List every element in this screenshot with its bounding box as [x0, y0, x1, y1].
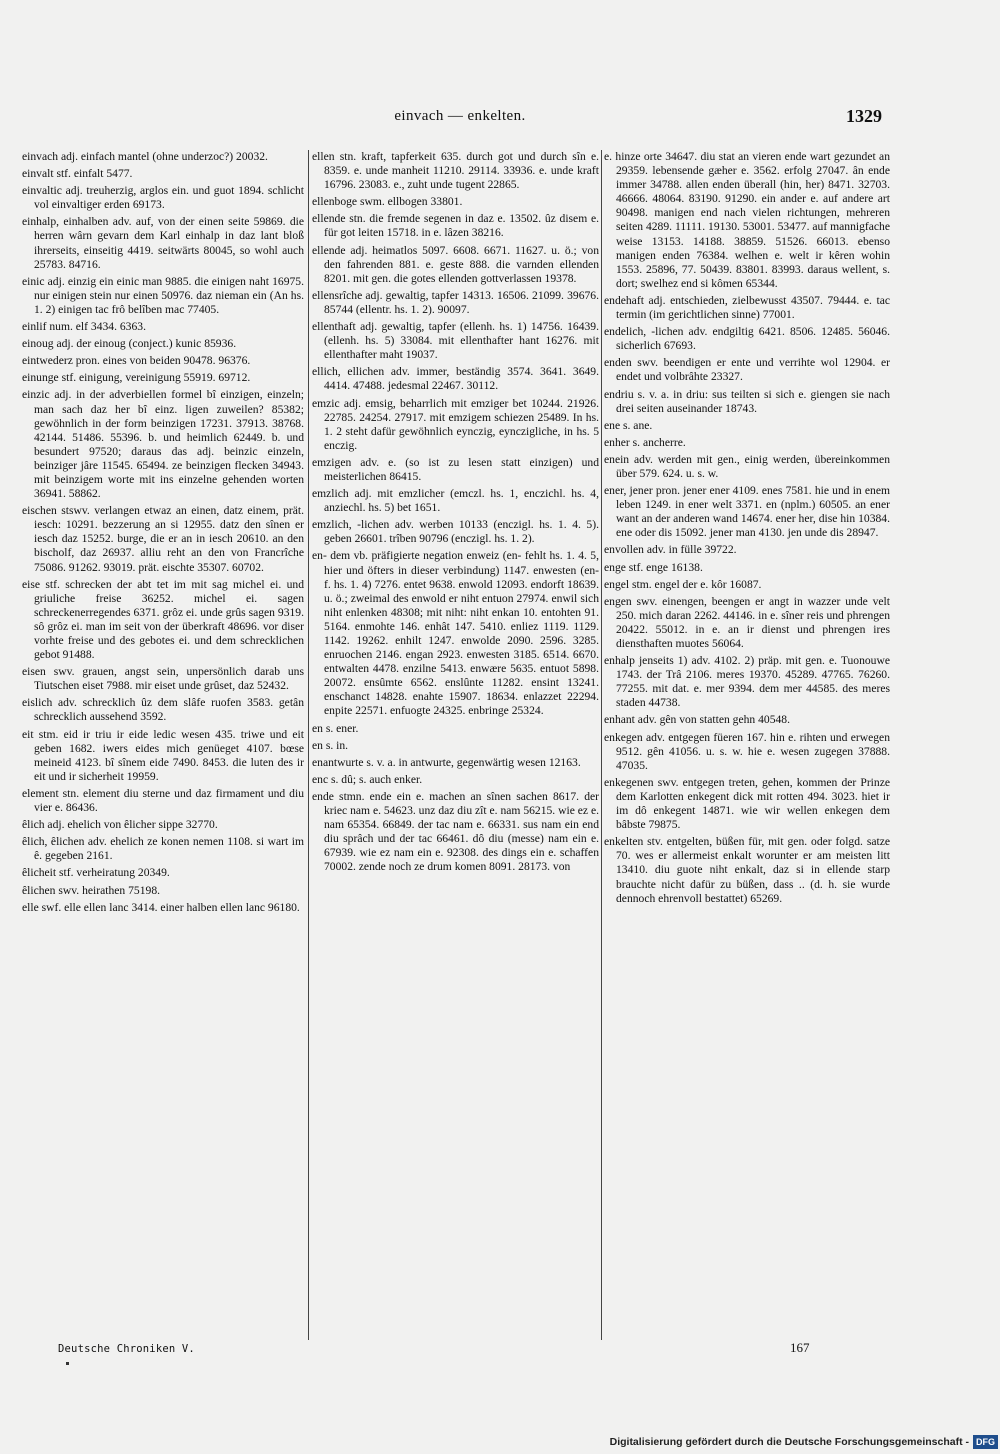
dictionary-entry: ene s. ane. — [604, 418, 653, 432]
column-divider — [308, 150, 309, 1340]
footer-mark — [66, 1362, 69, 1365]
footer-sheet-number: 167 — [790, 1340, 810, 1355]
column-right — [604, 150, 890, 1340]
dictionary-entry: einvach adj. einfach mantel (ohne underzoc?) 20032. — [22, 150, 268, 163]
dictionary-entry: einzic adj. in der adverbiellen formel bî einzigen, einzeln; man sach daz her bî einz. ligen zuweilen? 85382; gewöhnlich in der form beinzigen 17231. 37913. 38768. 42144. 51486. 55396. b. und heimlich 62449. b. und besundert 97520; daraus das adj. beinzic einzeln, beinziger jâre 11545. 65494. ze beinzigen flecken 34943. mit beinzigem worte mit ins einzelne gehenden worten 36941. 58862. — [22, 388, 304, 501]
dictionary-entry: en- dem vb. präfigierte negation enweiz (en- fehlt hs. 1. 4. 5, hier und öfters in dieser verbindung) 1147. enwesten (en- f. hs. 1. 4) 7276. entet 9638. enwold 12093. endorft 18639. u. ö.; zweimal des enwold er niht entuon 27974. enwil sich niht enlenken 48308; mit niht: niht enkan 10. entohten 91. 5164. enmohte 146. enhât 147. 5410. enliez 1119. 1129. 1142. 19262. enhilt 1247. enwolde 2090. 2596. 3285. enruochen 2146. engan 2923. enwesten 3185. 6514. 6670. entwalten 4478. enzilne 5413. enwære 5635. entuot 5898. 20072. ensûmte 6562. enslûnte 11282. ensint 13241. enschanct 14828. enahte 15907. 18634. enlazzet 22294. enpite 22571. enfuogte 24325. enbringe 25324. — [312, 549, 599, 718]
dictionary-entry: emzic adj. emsig, beharrlich mit emziger bet 10244. 21926. 22785. 24254. 27917. mit emzigem schiezen 25489. In hs. 1. 2 steht dafür gewöhnlich eynczig, eynczigliche, in hs. 5 enczig. — [312, 396, 599, 452]
dictionary-entry: êlich, êlichen adv. ehelich ze konen nemen 1108. si wart im ê. gegeben 2161. — [22, 835, 304, 863]
dictionary-entry: ener, jener pron. jener ener 4109. enes 7581. hie und in enem leben 1249. in ener welt 3371. en (nplm.) 60505. an ener want an der anderen wand 14674. ener her, dise hin 10384. ene oder dis 15092. jener man 4130. jen unde dis 28947. — [604, 484, 890, 540]
dictionary-entry: enein adv. werden mit gen., einig werden, übereinkommen über 579. 624. u. s. w. — [604, 452, 890, 480]
dictionary-entry: êlicheit stf. verheiratung 20349. — [22, 866, 170, 880]
dictionary-entry: endehaft adj. entschieden, zielbewusst 43507. 79444. e. tac termin (im gerichtlichen sinne) 77001. — [604, 293, 890, 322]
dictionary-entry: eise stf. schrecken der abt tet im mit sag michel ei. und griuliche freise 36252. michel ei. sagen schreckenerregendes 6371. grôz ei. unde grûs sagen 9319. sô grôz ei. man im seit von der überkraft 48696. vor diser vorhte freise und des gebotes ei. und dem schrecklichen gebot 91488. — [22, 577, 304, 662]
dictionary-entry: enden swv. beendigen er ente und verrihte wol 12904. er endet und volbrâhte 23327. — [604, 356, 890, 384]
dictionary-entry: ellende stn. die fremde segenen in daz e. 13502. ûz disem e. für got leiten 15718. in e. lâzen 38216. — [312, 212, 599, 240]
dictionary-entry: en s. ener. — [312, 721, 359, 735]
dictionary-entry: enkegen adv. entgegen füeren 167. hin e. rihten und erwegen 9512. gên 41056. u. s. w. hie e. wesen zugegen 37888. 47035. — [604, 730, 890, 772]
header-title: einvach — enkelten. — [394, 108, 526, 124]
dictionary-entry: endelich, -lichen adv. endgiltig 6421. 8506. 12485. 56046. sicherlich 67693. — [604, 325, 890, 353]
dictionary-entry: einvalt stf. einfalt 5477. — [22, 167, 133, 181]
dictionary-entry: e. hinze orte 34647. diu stat an vieren ende wart gezundet an 29359. lebensende gæher e. 3562. erfolg 27047. ân ende immer 34788. allen enden überall (hin, her) 8471. 32703. 46666. 48064. 83190. 91290. ein ander e. auf andere art 90498. manigen end nach vielen richtungen, mehreren seiten 4289. 11111. 19130. 53001. 53477. auf mannigfache weise 13153. 14188. 38859. 51526. 66013. ebenso manigen enden 76384. welhen e. welt ir kêren wohin 1553. 25896, 77. 50439. 83801. 83993. daraus wellent, s. dort; swelhez end si kômen 65344. — [604, 150, 890, 290]
dictionary-entry: emzigen adv. e. (so ist zu lesen statt einzigen) und meisterlichen 86415. — [312, 455, 599, 483]
dictionary-entry: einlif num. elf 3434. 6363. — [22, 320, 146, 334]
dictionary-entry: ellensrîche adj. gewaltig, tapfer 14313. 16506. 21099. 39676. 85744 (ellentr. hs. 1. 2). 90097. — [312, 288, 599, 316]
dictionary-entry: enher s. ancherre. — [604, 435, 686, 449]
dictionary-entry: ellenboge swm. ellbogen 33801. — [312, 195, 463, 209]
running-header — [0, 108, 1000, 132]
dictionary-entry: ellende adj. heimatlos 5097. 6608. 6671. 11627. u. ö.; von den fahrenden 881. e. geste 888. die varnden ellenden 8201. mit gen. die gotes ellenden gottverlassen 19378. — [312, 243, 599, 285]
funding-text: Digitalisierung gefördert durch die Deutsche Forschungsgemeinschaft - — [609, 1436, 969, 1448]
page-number: 1329 — [846, 106, 882, 126]
dictionary-entry: envollen adv. in fülle 39722. — [604, 543, 737, 557]
dictionary-entry: element stn. element diu sterne und daz firmament und diu vier e. 86436. — [22, 786, 304, 815]
dictionary-entry: enge stf. enge 16138. — [604, 560, 703, 574]
dictionary-entry: ende stmn. ende ein e. machen an sînen sachen 8617. der kriec nam e. 54623. unz daz diu zît e. nam 56215. wie ez e. nam 65354. 66849. der tac nam e. 66331. sus nam ein end diu sprâch und der tac 66461. dô diu (messe) nam ein e. 67939. wie ez nam ein e. 92308. des dings ein e. schaffen 70002. zende noch ze drum komen 8091. 28173. von — [312, 789, 599, 874]
column-divider — [601, 150, 602, 1340]
dictionary-entry: einvaltic adj. treuherzig, arglos ein. und guot 1894. schlicht vol einvaltiger erden 69173. — [22, 184, 304, 212]
dictionary-entry: enkegenen swv. entgegen treten, gehen, kommen der Prinze dem Karlotten enkegent dick mit rotten 494. 3023. hiet ir im dô enkegent 14871. wie wir wellen enkegen dem bâbste 79875. — [604, 775, 890, 832]
dictionary-entry: emzlich adj. mit emzlicher (emczl. hs. 1, enczichl. hs. 4, anziechl. hs. 5) bet 1651. — [312, 487, 599, 515]
dictionary-entry: enkelten stv. entgelten, büßen für, mit gen. oder folgd. satze 70. wes er allermeist enkalt worunter er am meisten litt 13410. diu guote niht enkalt, daz si in ellende starp brauchte nicht dafür zu büßen, dass .. (d. h. sie wurde dennoch ehrenvoll bestattet) 65269. — [604, 835, 890, 905]
footer-signature: Deutsche Chroniken V. — [58, 1343, 195, 1355]
dictionary-entry: einunge stf. einigung, vereinigung 55919. 69712. — [22, 371, 251, 385]
dictionary-entry: enantwurte s. v. a. in antwurte, gegenwärtig wesen 12163. — [312, 755, 581, 769]
dictionary-entry: einhalp, einhalben adv. auf, von der einen seite 59869. die herren wârn gevarn dem Karl einhalp in daz lant bloß ihrerseits, einseitig 4419. seitwärts 80045, so wohl auch 25783. 84716. — [22, 215, 304, 271]
dictionary-entry: eisen swv. grauen, angst sein, unpersönlich darab uns Tiutschen eiset 7988. mir eiset unde grûset, daz 52432. — [22, 665, 304, 693]
dictionary-entry: elle swf. elle ellen lanc 3414. einer halben ellen lanc 96180. — [22, 900, 300, 914]
funding-banner — [600, 1434, 998, 1450]
dictionary-entry: engen swv. einengen, beengen er angt in wazzer unde velt 250. mich daran 2262. 44146. in e. sîner reis und phrengen 20422. 55012. in e. an ir dienst und phrengen ires diensthaften muotes 56064. — [604, 594, 890, 650]
dictionary-entry: eislich adv. schrecklich ûz dem slâfe ruofen 3583. getân schrecklich aussehend 3592. — [22, 696, 304, 724]
dictionary-entry: engel stm. engel der e. kôr 16087. — [604, 577, 762, 591]
dictionary-entry: eintwederz pron. eines von beiden 90478. 96376. — [22, 354, 251, 368]
dictionary-entry: endriu s. v. a. in driu: sus teilten si sich e. giengen sie nach drei seiten auseinander 18743. — [604, 387, 890, 415]
dictionary-entry: enhalp jenseits 1) adv. 4102. 2) präp. mit gen. e. Tuonouwe 1743. der Trâ 2106. meres 19370. 45289. 47765. 76260. 77255. mit dat. e. mer 9394. dem mer 44585. des meres staden 44738. — [604, 654, 890, 710]
dictionary-entry: enc s. dû; s. auch enker. — [312, 772, 423, 786]
dictionary-entry: emzlich, -lichen adv. werben 10133 (enczigl. hs. 1. 4. 5). geben 26601. trîben 90796 (enczigl. hs. 1. 2). — [312, 518, 599, 546]
dictionary-entry: einoug adj. der einoug (conject.) kunic 85936. — [22, 337, 237, 351]
dictionary-entry: en s. in. — [312, 738, 349, 752]
dictionary-entry: ellenthaft adj. gewaltig, tapfer (ellenh. hs. 1) 14756. 16439. (ellenh. hs. 5) 33084. mit ellenthafter hant 16276. mit ellenthafter maht 19037. — [312, 320, 599, 362]
column-left — [22, 150, 304, 1345]
column-middle — [312, 150, 599, 1340]
dictionary-entry: êlichen swv. heirathen 75198. — [22, 883, 161, 897]
dictionary-entry: ellen stn. kraft, tapferkeit 635. durch got und durch sîn e. 8359. e. unde manheit 11210. 29114. 33936. e. unde kraft 16796. 23083. e., zuht unde tugent 22865. — [312, 150, 599, 192]
dictionary-entry: êlich adj. ehelich von êlicher sippe 32770. — [22, 818, 218, 832]
dictionary-entry: eischen stswv. verlangen etwaz an einen, datz einem, prät. iesch: 10291. bezzerung an si 12955. datz den sînen er iesch daz 15252. burge, die er an in iesch 20610. an den bischolf, daz 26937. alliu reht an den von Francrîche 75086. 91262. 93019. prät. eischte 35307. 60702. — [22, 504, 304, 574]
dictionary-entry: enhant adv. gên von statten gehn 40548. — [604, 713, 790, 727]
dfg-logo-icon: DFG — [973, 1435, 998, 1449]
dictionary-entry: ellich, ellichen adv. immer, beständig 3574. 3641. 3649. 4414. 47488. jedesmal 22467. 30112. — [312, 365, 599, 393]
dictionary-entry: einic adj. einzig ein einic man 9885. die einigen naht 16975. nur einigen stein nur einen 50976. daz nieman ein (An hs. 1. 2) einigen tac frô belîben mac 77405. — [22, 274, 304, 316]
dictionary-entry: eit stm. eid ir triu ir eide ledic wesen 435. triwe und eit geben 1682. iwers eides mich genüeget 4107. bœse meineid 4123. bî sînem eide 7490. 8453. die luten des ir eit und ir sicherheit 19959. — [22, 727, 304, 783]
